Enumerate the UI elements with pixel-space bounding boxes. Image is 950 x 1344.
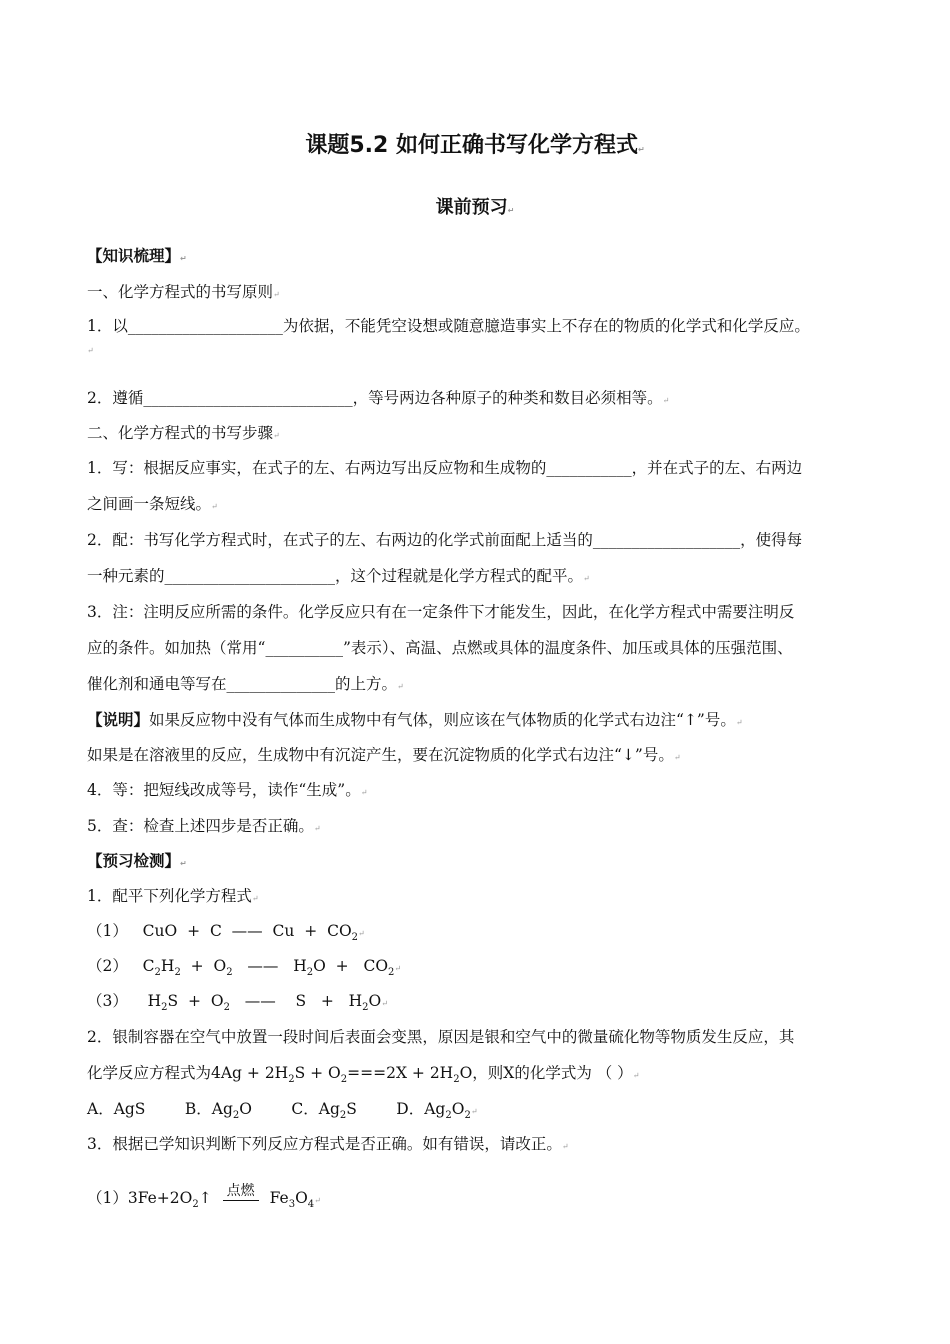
step-5: 5．查：检查上述四步是否正确。↵ [87,817,321,835]
section-subtitle: 课前预习↵ [435,197,515,218]
option-a[interactable]: A．AgS [87,1100,146,1118]
option-b[interactable]: B．$Ag_2O$ [184,1100,252,1122]
note: 【说明】如果反应物中没有气体而生成物中有气体，则应该在气体物质的化学式右边注“↑”号。↵ [87,711,743,729]
principle-1: 1．以____________________为依据，不能凭空设想或随意臆造事实上不存在的物质的化学式和化学反应。 [87,317,810,335]
question-1: 1．配平下列化学方程式↵ [87,887,259,905]
steps-title: 二、化学方程式的书写步骤↵ [87,424,280,442]
question-3: 3．根据已学知识判断下列反应方程式是否正确。如有错误，请改正。↵ [87,1135,569,1153]
step-2: 2．配：书写化学方程式时，在式子的左、右两边的化学式前面配上适当的___________________，使得每 [87,531,803,549]
fill-blank[interactable]: ___________________ [592,531,741,549]
page-title: 课题5.2 如何正确书写化学方程式↵ [305,133,645,158]
equation-3: （3） $H_2S + O_2$ —— S + $H_2O↵$ [87,992,388,1014]
equation-1: （1） CuO + C —— $Cu + CO_2↵$ [87,922,365,944]
option-c[interactable]: C．$Ag_2S$ [291,1100,357,1122]
preview-check-heading: 【预习检测】↵ [87,852,187,870]
question-3-equation: $(1)3Fe+2O_2↑$ 点燃 $Fe_3O_4↵$ [87,1182,321,1211]
step-3: 3．注：注明反应所需的条件。化学反应只有在一定条件下才能发生，因此，在化学方程式中需要注明反 [87,603,795,621]
fill-blank[interactable]: ___________ [546,459,632,477]
step-4: 4．等：把短线改成等号，读作“生成”。↵ [87,781,368,799]
question-2: 2．银制容器在空气中放置一段时间后表面会变黑，原因是银和空气中的微量硫化物等物质发生反应，其 [87,1028,795,1046]
reaction-condition: 点燃 [223,1182,259,1201]
question-2-options: A．AgS B．$Ag_2O$ C．$Ag_2S$ D．$Ag_2O_2↵$ [87,1100,478,1122]
option-d[interactable]: D．$Ag_2O_2$ [396,1100,471,1122]
fill-blank[interactable]: ____________________ [127,317,283,335]
fill-blank[interactable]: ______________ [226,675,336,693]
fill-blank[interactable]: __________ [265,639,343,657]
fill-blank[interactable]: ______________________ [164,567,336,585]
equation-2: （2） $C_2H_2 + O_2$ —— $H_2O$ + $CO_2↵$ [87,957,402,979]
principles-title: 一、化学方程式的书写原则↵ [87,283,280,301]
fill-blank[interactable]: ___________________________ [143,389,353,407]
principle-2: 2．遵循___________________________，等号两边各种原子的种类和数目必须相等。↵ [87,389,670,407]
knowledge-heading: 【知识梳理】↵ [87,247,187,265]
step-1: 1．写：根据反应事实，在式子的左、右两边写出反应物和生成物的___________，并在式子的左、右两边 [87,459,803,477]
